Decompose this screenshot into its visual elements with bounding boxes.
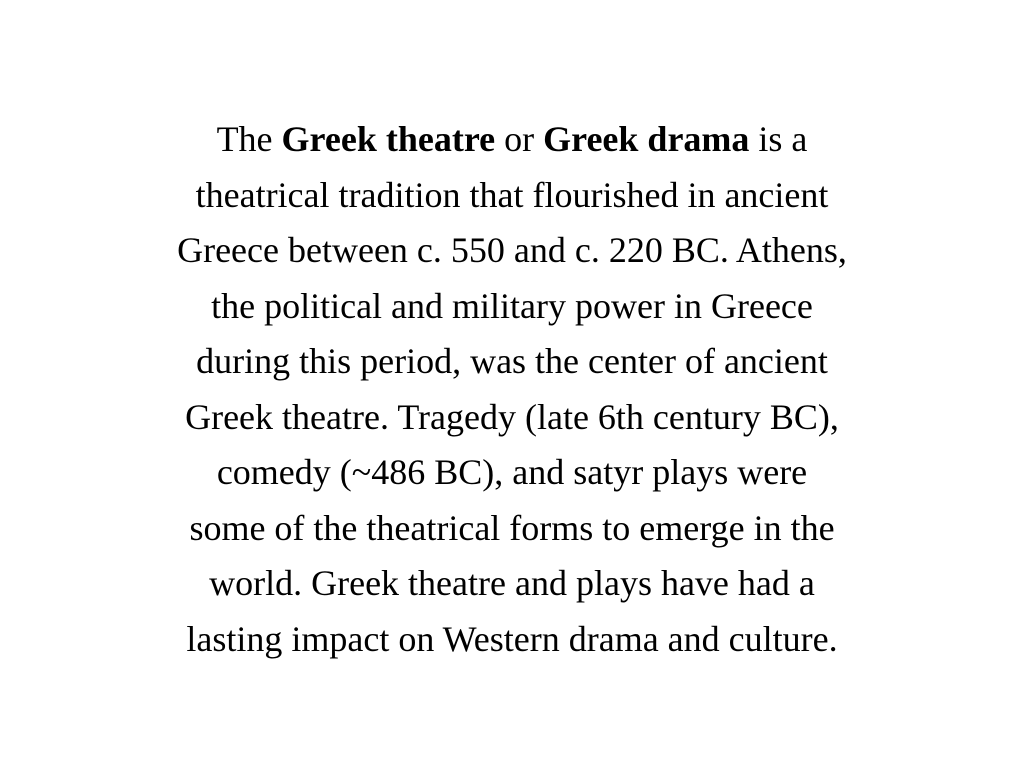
text-line-2: theatrical tradition that flourished in ancient [195,174,829,215]
text-line-9: world. Greek theatre and plays have had a [209,563,815,603]
text-line-3: Greece between c. 550 and c. 220 BC. Athens, [177,230,847,270]
text-line-4: the political and military power in Greece [211,285,813,326]
text-line-8: some of the theatrical forms to emerge in the [189,507,835,548]
text-line-10: lasting impact on Western drama and culture. [186,618,838,659]
text-run: The [216,119,282,159]
text-line-1 [80,112,944,168]
body-paragraph [80,112,944,667]
text-line-6: Greek theatre. Tragedy (late 6th century BC), [185,396,839,437]
bold-term-greek-drama: Greek drama [543,119,750,159]
text-run: or [495,119,544,159]
text-run: is a [749,119,808,159]
bold-term-greek-theatre: Greek theatre [281,119,496,159]
text-line-7: comedy (~486 BC), and satyr plays were [216,452,808,492]
text-line-5: during this period, was the center of ancient [196,341,828,381]
